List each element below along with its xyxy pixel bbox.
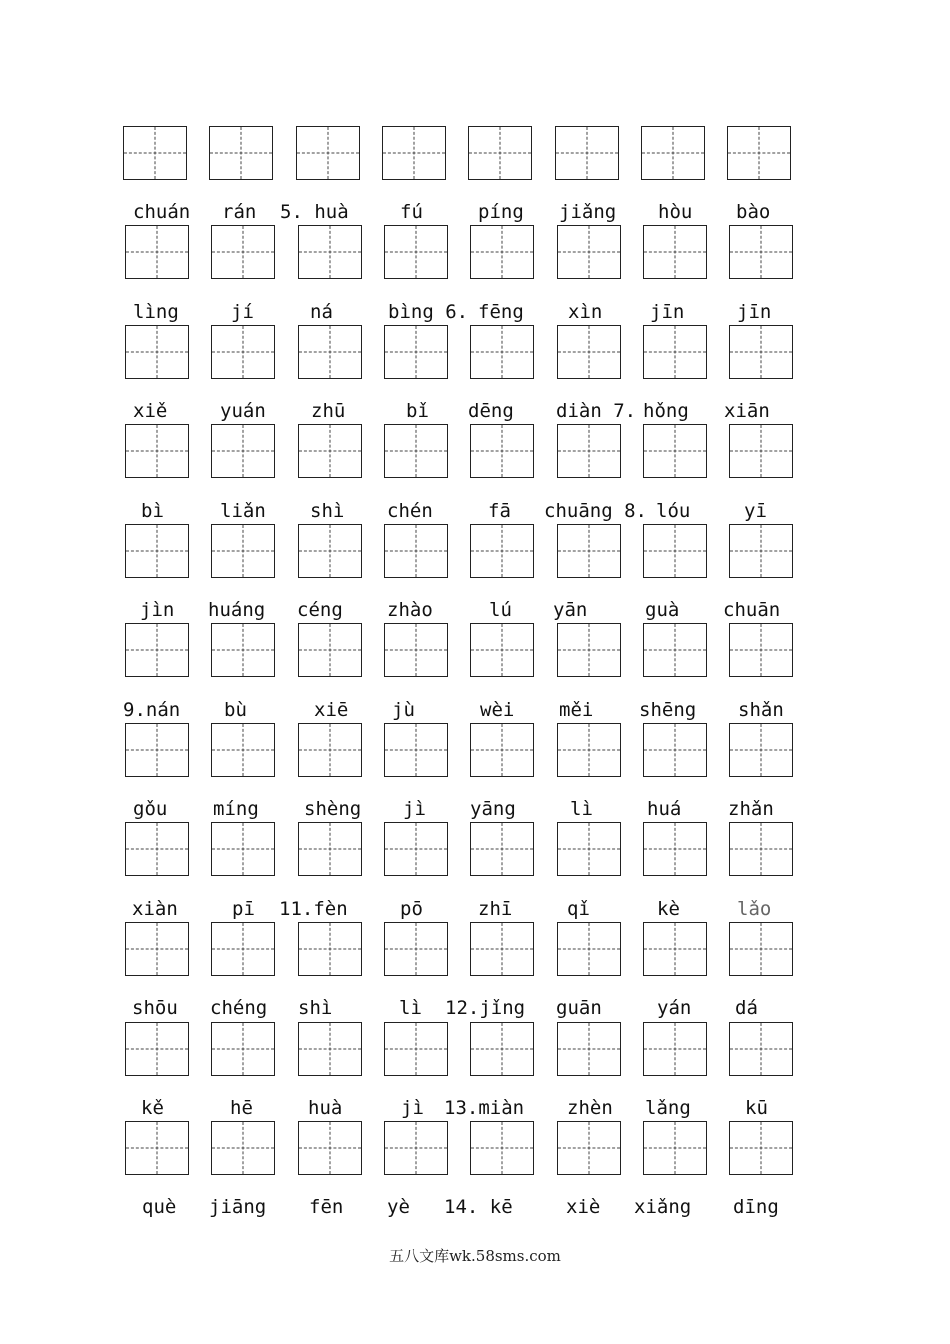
pinyin-label: 5. huà — [280, 201, 349, 223]
pinyin-label: wèi — [480, 699, 515, 721]
tianzige-horizontal-guide — [644, 949, 706, 950]
pinyin-label: bìng 6. — [388, 301, 469, 323]
tianzige-horizontal-guide — [471, 252, 533, 253]
pinyin-label: shēng — [639, 699, 697, 721]
pinyin-label: ná — [310, 301, 333, 323]
writing-box[interactable] — [125, 1022, 189, 1076]
pinyin-label: xiàn — [132, 898, 178, 920]
writing-box[interactable] — [727, 126, 791, 180]
tianzige-horizontal-guide — [299, 252, 361, 253]
tianzige-horizontal-guide — [126, 949, 188, 950]
writing-box[interactable] — [384, 1121, 448, 1175]
writing-box[interactable] — [125, 424, 189, 478]
tianzige-horizontal-guide — [558, 1049, 620, 1050]
pinyin-label: xiè — [566, 1196, 601, 1218]
tianzige-horizontal-guide — [730, 750, 792, 751]
writing-box[interactable] — [470, 424, 534, 478]
pinyin-label: 9.nán — [123, 699, 181, 721]
writing-box[interactable] — [470, 1022, 534, 1076]
writing-box[interactable] — [298, 723, 362, 777]
pinyin-label: gǒu — [133, 798, 168, 820]
pinyin-label: huáng — [208, 599, 266, 621]
writing-box[interactable] — [729, 325, 793, 379]
writing-box[interactable] — [557, 822, 621, 876]
tianzige-horizontal-guide — [212, 1148, 274, 1149]
tianzige-horizontal-guide — [124, 153, 186, 154]
writing-box[interactable] — [211, 1121, 275, 1175]
pinyin-label: liǎn — [220, 500, 266, 522]
writing-box[interactable] — [384, 623, 448, 677]
pinyin-label: píng — [478, 201, 524, 223]
writing-box[interactable] — [211, 822, 275, 876]
pinyin-label: lì — [570, 798, 593, 820]
writing-box[interactable] — [729, 922, 793, 976]
writing-box[interactable] — [729, 822, 793, 876]
pinyin-label: bào — [736, 201, 771, 223]
writing-box[interactable] — [557, 225, 621, 279]
writing-box[interactable] — [555, 126, 619, 180]
pinyin-label: zhū — [311, 400, 346, 422]
tianzige-horizontal-guide — [299, 750, 361, 751]
pinyin-label: jì — [403, 798, 426, 820]
pinyin-label: guān — [556, 997, 602, 1019]
tianzige-horizontal-guide — [730, 252, 792, 253]
tianzige-horizontal-guide — [558, 352, 620, 353]
writing-box[interactable] — [470, 922, 534, 976]
writing-box[interactable] — [298, 424, 362, 478]
tianzige-horizontal-guide — [730, 1148, 792, 1149]
writing-box[interactable] — [296, 126, 360, 180]
tianzige-horizontal-guide — [212, 849, 274, 850]
tianzige-horizontal-guide — [385, 849, 447, 850]
tianzige-horizontal-guide — [126, 849, 188, 850]
pinyin-label: bì — [141, 500, 164, 522]
writing-box[interactable] — [641, 126, 705, 180]
writing-box[interactable] — [211, 424, 275, 478]
tianzige-horizontal-guide — [126, 650, 188, 651]
pinyin-label: jiǎng — [559, 201, 617, 223]
writing-box[interactable] — [470, 822, 534, 876]
tianzige-horizontal-guide — [126, 451, 188, 452]
pinyin-label: céng — [297, 599, 343, 621]
tianzige-horizontal-guide — [385, 252, 447, 253]
tianzige-horizontal-guide — [644, 1148, 706, 1149]
tianzige-horizontal-guide — [730, 1049, 792, 1050]
tianzige-horizontal-guide — [385, 551, 447, 552]
tianzige-horizontal-guide — [471, 451, 533, 452]
pinyin-label: chuāng 8. — [544, 500, 647, 522]
tianzige-horizontal-guide — [212, 949, 274, 950]
tianzige-horizontal-guide — [644, 1049, 706, 1050]
writing-box[interactable] — [211, 225, 275, 279]
pinyin-label: xìn — [568, 301, 603, 323]
writing-box[interactable] — [643, 1022, 707, 1076]
pinyin-label: shì — [310, 500, 345, 522]
pinyin-label: rán — [222, 201, 257, 223]
tianzige-horizontal-guide — [299, 1049, 361, 1050]
pinyin-label: lì — [399, 997, 422, 1019]
tianzige-horizontal-guide — [644, 451, 706, 452]
pinyin-label: pī — [232, 898, 255, 920]
tianzige-horizontal-guide — [383, 153, 445, 154]
pinyin-label: xiē — [314, 699, 349, 721]
tianzige-horizontal-guide — [644, 352, 706, 353]
tianzige-horizontal-guide — [299, 352, 361, 353]
writing-box[interactable] — [468, 126, 532, 180]
tianzige-horizontal-guide — [728, 153, 790, 154]
pinyin-label: lǎo — [737, 898, 772, 920]
tianzige-horizontal-guide — [469, 153, 531, 154]
pinyin-label: lǎng — [645, 1097, 691, 1119]
writing-box[interactable] — [298, 1121, 362, 1175]
tianzige-horizontal-guide — [126, 551, 188, 552]
writing-box[interactable] — [643, 822, 707, 876]
writing-box[interactable] — [729, 723, 793, 777]
tianzige-horizontal-guide — [471, 352, 533, 353]
writing-box[interactable] — [729, 1022, 793, 1076]
pinyin-label: bù — [224, 699, 247, 721]
writing-box[interactable] — [298, 922, 362, 976]
writing-box[interactable] — [729, 225, 793, 279]
pinyin-label: yān — [553, 599, 588, 621]
tianzige-horizontal-guide — [471, 551, 533, 552]
tianzige-horizontal-guide — [212, 352, 274, 353]
writing-box[interactable] — [557, 524, 621, 578]
pinyin-label: 11.fèn — [279, 898, 348, 920]
tianzige-horizontal-guide — [212, 650, 274, 651]
tianzige-horizontal-guide — [385, 1148, 447, 1149]
tianzige-horizontal-guide — [126, 1148, 188, 1149]
writing-box[interactable] — [125, 623, 189, 677]
writing-box[interactable] — [557, 1121, 621, 1175]
tianzige-horizontal-guide — [558, 949, 620, 950]
pinyin-label: dá — [735, 997, 758, 1019]
pinyin-label: zhào — [387, 599, 433, 621]
pinyin-label: míng — [213, 798, 259, 820]
footer-watermark: 五八文库wk.58sms.com — [389, 1247, 561, 1265]
pinyin-label: zhèn — [567, 1097, 613, 1119]
tianzige-horizontal-guide — [299, 551, 361, 552]
tianzige-horizontal-guide — [558, 849, 620, 850]
pinyin-label: jiāng — [209, 1196, 267, 1218]
tianzige-horizontal-guide — [471, 1049, 533, 1050]
writing-box[interactable] — [125, 922, 189, 976]
pinyin-label: kè — [657, 898, 680, 920]
writing-box[interactable] — [125, 822, 189, 876]
writing-box[interactable] — [470, 325, 534, 379]
writing-box[interactable] — [557, 623, 621, 677]
writing-box[interactable] — [298, 524, 362, 578]
tianzige-horizontal-guide — [471, 750, 533, 751]
tianzige-horizontal-guide — [210, 153, 272, 154]
writing-box[interactable] — [209, 126, 273, 180]
writing-box[interactable] — [211, 1022, 275, 1076]
writing-box[interactable] — [729, 524, 793, 578]
pinyin-label: chuán — [133, 201, 191, 223]
writing-box[interactable] — [643, 623, 707, 677]
pinyin-label: bǐ — [406, 400, 429, 422]
tianzige-horizontal-guide — [385, 352, 447, 353]
tianzige-horizontal-guide — [730, 949, 792, 950]
writing-box[interactable] — [384, 822, 448, 876]
writing-box[interactable] — [384, 225, 448, 279]
tianzige-horizontal-guide — [730, 650, 792, 651]
pinyin-label: yán — [657, 997, 692, 1019]
tianzige-horizontal-guide — [642, 153, 704, 154]
tianzige-horizontal-guide — [212, 1049, 274, 1050]
writing-box[interactable] — [384, 424, 448, 478]
writing-box[interactable] — [470, 623, 534, 677]
writing-box[interactable] — [382, 126, 446, 180]
pinyin-label: fā — [488, 500, 511, 522]
tianzige-horizontal-guide — [471, 849, 533, 850]
pinyin-label: hǒng — [643, 400, 689, 422]
tianzige-horizontal-guide — [126, 252, 188, 253]
tianzige-horizontal-guide — [644, 650, 706, 651]
tianzige-horizontal-guide — [299, 849, 361, 850]
pinyin-label: yāng — [470, 798, 516, 820]
pinyin-label: chén — [387, 500, 433, 522]
tianzige-horizontal-guide — [385, 451, 447, 452]
writing-box[interactable] — [125, 1121, 189, 1175]
pinyin-label: shǎn — [738, 699, 784, 721]
tianzige-horizontal-guide — [730, 849, 792, 850]
tianzige-horizontal-guide — [299, 650, 361, 651]
writing-box[interactable] — [729, 1121, 793, 1175]
writing-box[interactable] — [298, 623, 362, 677]
writing-box[interactable] — [125, 723, 189, 777]
writing-box[interactable] — [125, 225, 189, 279]
pinyin-label: chéng — [210, 997, 268, 1019]
tianzige-horizontal-guide — [299, 1148, 361, 1149]
tianzige-horizontal-guide — [126, 352, 188, 353]
writing-box[interactable] — [729, 623, 793, 677]
pinyin-label: huà — [308, 1097, 343, 1119]
tianzige-horizontal-guide — [558, 451, 620, 452]
tianzige-horizontal-guide — [730, 352, 792, 353]
pinyin-label: dēng — [468, 400, 514, 422]
tianzige-horizontal-guide — [297, 153, 359, 154]
tianzige-horizontal-guide — [471, 650, 533, 651]
pinyin-label: diàn 7. — [556, 400, 637, 422]
pinyin-label: zhī — [478, 898, 513, 920]
writing-box[interactable] — [298, 225, 362, 279]
pinyin-label: jí — [231, 301, 254, 323]
writing-box[interactable] — [384, 723, 448, 777]
writing-box[interactable] — [125, 524, 189, 578]
tianzige-horizontal-guide — [212, 750, 274, 751]
pinyin-label: huá — [647, 798, 682, 820]
writing-box[interactable] — [125, 325, 189, 379]
pinyin-label: jīn — [650, 301, 685, 323]
pinyin-label: xiān — [724, 400, 770, 422]
pinyin-label: fēn — [309, 1196, 344, 1218]
pinyin-label: xiě — [133, 400, 168, 422]
writing-box[interactable] — [384, 1022, 448, 1076]
pinyin-label: kě — [141, 1097, 164, 1119]
writing-box[interactable] — [643, 1121, 707, 1175]
pinyin-label: jìn — [140, 599, 175, 621]
pinyin-label: shèng — [304, 798, 362, 820]
tianzige-horizontal-guide — [385, 650, 447, 651]
pinyin-label: jīn — [737, 301, 772, 323]
pinyin-label: qǐ — [567, 898, 590, 920]
writing-box[interactable] — [557, 424, 621, 478]
pinyin-label: shōu — [132, 997, 178, 1019]
writing-box[interactable] — [384, 922, 448, 976]
pinyin-label: yī — [744, 500, 767, 522]
writing-box[interactable] — [643, 424, 707, 478]
tianzige-horizontal-guide — [556, 153, 618, 154]
pinyin-label: 12.jǐng — [445, 997, 526, 1019]
tianzige-horizontal-guide — [644, 551, 706, 552]
pinyin-label: hòu — [658, 201, 693, 223]
pinyin-label: jì — [401, 1097, 424, 1119]
writing-box[interactable] — [643, 225, 707, 279]
pinyin-label: lìng — [133, 301, 179, 323]
tianzige-horizontal-guide — [471, 1148, 533, 1149]
tianzige-horizontal-guide — [212, 551, 274, 552]
pinyin-label: kū — [745, 1097, 768, 1119]
writing-box[interactable] — [298, 325, 362, 379]
pinyin-label: yè — [387, 1196, 410, 1218]
writing-box[interactable] — [211, 524, 275, 578]
writing-box[interactable] — [470, 1121, 534, 1175]
writing-box[interactable] — [211, 922, 275, 976]
tianzige-horizontal-guide — [730, 451, 792, 452]
pinyin-label: zhǎn — [728, 798, 774, 820]
tianzige-horizontal-guide — [558, 650, 620, 651]
writing-box[interactable] — [211, 723, 275, 777]
pinyin-label: yuán — [220, 400, 266, 422]
tianzige-horizontal-guide — [212, 252, 274, 253]
pinyin-label: lóu — [656, 500, 691, 522]
tianzige-horizontal-guide — [385, 1049, 447, 1050]
pinyin-label: lú — [489, 599, 512, 621]
writing-box[interactable] — [643, 325, 707, 379]
writing-box[interactable] — [470, 524, 534, 578]
pinyin-label: fēng — [478, 301, 524, 323]
writing-box[interactable] — [384, 524, 448, 578]
pinyin-label: dīng — [733, 1196, 779, 1218]
pinyin-label: 13.miàn — [444, 1097, 525, 1119]
writing-box[interactable] — [298, 822, 362, 876]
tianzige-horizontal-guide — [471, 949, 533, 950]
writing-box[interactable] — [211, 623, 275, 677]
pinyin-label: měi — [559, 699, 594, 721]
writing-box[interactable] — [557, 1022, 621, 1076]
pinyin-label: guà — [645, 599, 680, 621]
pinyin-label: jù — [392, 699, 415, 721]
tianzige-horizontal-guide — [299, 949, 361, 950]
writing-box[interactable] — [298, 1022, 362, 1076]
writing-box[interactable] — [211, 325, 275, 379]
writing-box[interactable] — [384, 325, 448, 379]
writing-box[interactable] — [643, 922, 707, 976]
tianzige-horizontal-guide — [126, 750, 188, 751]
tianzige-horizontal-guide — [299, 451, 361, 452]
writing-box[interactable] — [557, 723, 621, 777]
tianzige-horizontal-guide — [558, 252, 620, 253]
pinyin-label: què — [142, 1196, 177, 1218]
tianzige-horizontal-guide — [385, 949, 447, 950]
writing-box[interactable] — [557, 922, 621, 976]
tianzige-horizontal-guide — [558, 551, 620, 552]
tianzige-horizontal-guide — [385, 750, 447, 751]
writing-box[interactable] — [470, 723, 534, 777]
writing-box[interactable] — [729, 424, 793, 478]
pinyin-label: pō — [400, 898, 423, 920]
pinyin-label: xiǎng — [634, 1196, 692, 1218]
tianzige-horizontal-guide — [644, 849, 706, 850]
pinyin-label: 14. kē — [444, 1196, 513, 1218]
writing-box[interactable] — [643, 723, 707, 777]
pinyin-label: chuān — [723, 599, 781, 621]
tianzige-horizontal-guide — [212, 451, 274, 452]
tianzige-horizontal-guide — [558, 1148, 620, 1149]
tianzige-horizontal-guide — [730, 551, 792, 552]
tianzige-horizontal-guide — [644, 252, 706, 253]
writing-box[interactable] — [470, 225, 534, 279]
tianzige-horizontal-guide — [558, 750, 620, 751]
tianzige-horizontal-guide — [644, 750, 706, 751]
tianzige-horizontal-guide — [126, 1049, 188, 1050]
pinyin-label: hē — [230, 1097, 253, 1119]
pinyin-label: fú — [400, 201, 423, 223]
writing-box[interactable] — [123, 126, 187, 180]
writing-box[interactable] — [643, 524, 707, 578]
pinyin-label: shì — [298, 997, 333, 1019]
writing-box[interactable] — [557, 325, 621, 379]
